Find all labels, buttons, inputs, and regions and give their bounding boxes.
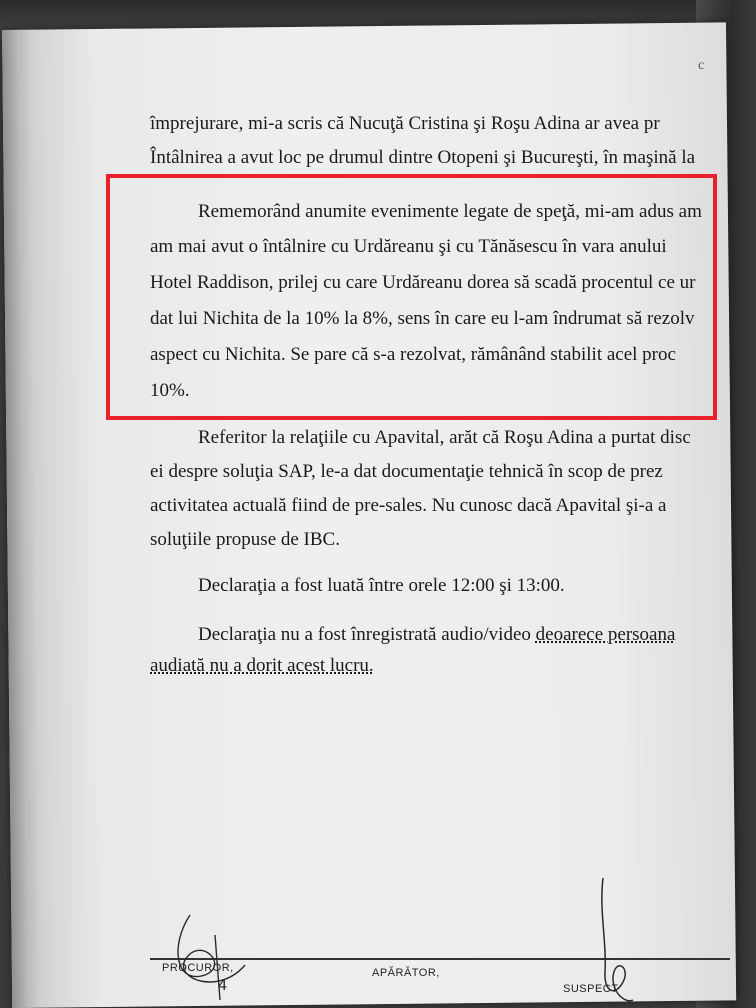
text-line: aspect cu Nichita. Se pare că s-a rezolvat, rămânând stabilit acel proc — [150, 344, 676, 365]
text-line: Întâlnirea a avut loc pe drumul dintre Otopeni şi Bucureşti, în maşină la — [150, 147, 696, 168]
suspect-label: SUSPECT — [563, 983, 619, 995]
text-line: dat lui Nichita de la 10% la 8%, sens în care eu l-am îndrumat să rezolv — [150, 308, 695, 329]
page-number: 4 — [218, 977, 228, 994]
text-line: Hotel Raddison, prilej cu care Urdăreanu dorea să scadă procentul ce ur — [150, 272, 696, 293]
text-line: împrejurare, mi-a scris că Nucuţă Cristina şi Roşu Adina ar avea pr — [150, 113, 660, 134]
text-line — [198, 623, 675, 647]
text-line: Declaraţia a fost luată între orele 12:00 şi 13:00. — [198, 575, 565, 596]
text-line — [150, 654, 374, 678]
procuror-signature — [160, 905, 270, 1005]
underlined-text: audiată nu a dorit acest lucru. — [150, 655, 374, 676]
underlined-text: deoarece persoana — [535, 624, 676, 645]
text-line: soluţiile propuse de IBC. — [150, 529, 340, 550]
text-line: am mai avut o întâlnire cu Urdăreanu şi cu Tănăsescu în vara anului — [150, 236, 667, 257]
highlight-box — [106, 174, 717, 420]
text-line: Referitor la relaţiile cu Apavital, arăt că Roşu Adina a purtat disc — [198, 427, 691, 448]
suspect-signature — [585, 872, 645, 1008]
text-segment: Declaraţia nu a fost înregistrată audio/video — [198, 624, 536, 645]
text-line: Rememorând anumite evenimente legate de speţă, mi-am adus am — [198, 201, 702, 222]
text-line: 10%. — [150, 380, 190, 401]
page-edge-shadow — [2, 30, 40, 1008]
procuror-label: PROCUROR, — [162, 962, 234, 974]
text-line: ei despre soluţia SAP, le-a dat documentaţie tehnică în scop de prez — [150, 461, 663, 482]
corner-mark: c — [698, 58, 705, 73]
text-line: activitatea actuală fiind de pre-sales. Nu cunosc dacă Apavital şi-a a — [150, 495, 667, 516]
aparator-label: APĂRĂTOR, — [372, 967, 440, 979]
